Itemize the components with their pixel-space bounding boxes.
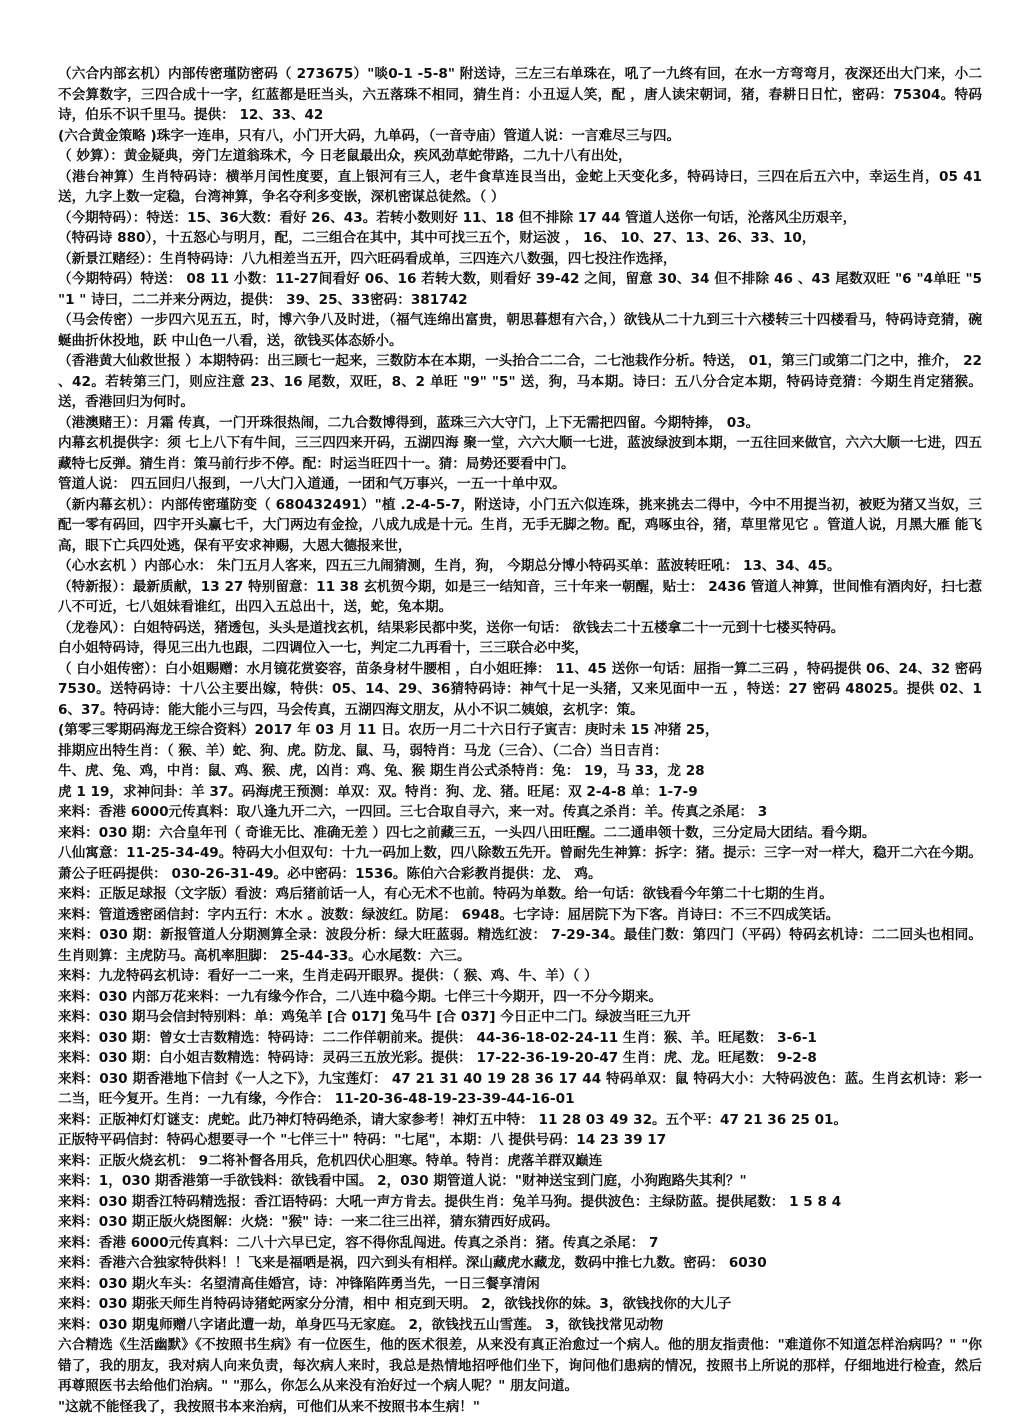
paragraph-tornado: （龙卷风）：白姐特码送，猪透包，头头是道找玄机，结果彩民都中奖，送你一句话： 欲钱去二十五楼拿二十一元到十七楼买特码。	[58, 618, 982, 639]
paragraph-zodiac-schedule: 排期应出特生肖：（ 猴、羊）蛇、狗、虎。防龙、鼠、马，弱特肖：马龙（三合）、（二合）当日吉肖：	[58, 741, 982, 762]
paragraph-ghost-master: 来料：030 期鬼师赠八字诸此遭一劫，单身匹马无家庭。 2，欲钱找五山雪莲。 3，欲钱找常见动物	[58, 1315, 982, 1336]
paragraph-zodiac-list: 牛、虎、兔、鸡，中肖：鼠、鸡、猴、虎，凶肖：鸡、兔、猴 期生肖公式杀特肖：兔： 19，马 33，龙 28	[58, 761, 982, 782]
paragraph-inside-mystery: 内幕玄机提供字：须 七上八下有牛间，三三四四来开码，五湖四海 聚一堂，六六大顺一七进，蓝波绿波到本期，一五往回来做官，六六大顺一七进，四五藏特七反弹。猜生肖：策马前行步不停。配：时运当旺四十一。猜：局势还要看中门。	[58, 433, 982, 474]
paragraph-gold-strategy: (六合黄金策略 )珠字一连串，只有八，小门开大码，九单码，（一音寺庙）管道人说：一言难尽三与四。	[58, 126, 982, 147]
paragraph-hk-first-hand: 来料：1，030 期香港第一手欲钱料：欲钱看中国。 2，030 期管道人说："财神送宝到门庭，小狗跑路失其利？"	[58, 1171, 982, 1192]
paragraph-wong-tai-sin: （香港黄大仙救世报 ）本期特码：出三顾七一起来，三数防本在本期，一头抬合二二合，二七池栽作分析。特送， 01，第三门或第二门之中，推介， 22 、42。若转第三门，则应注意 23、16 尾数，双旺，8、2 单旺 "9" "5" 送，狗，马本期。诗曰：五八分合定本期，特码诗竞猜：今期生肖定猪猴。送，香港回归为何时。	[58, 351, 982, 413]
paragraph-liuhe-inner: （六合内部玄机）内部传密瑾防密码（ 273675）"啖0-1 -5-8" 附送诗，三左三右单珠在，吼了一九终有回，在水一方弯弯月，夜深还出大门来，小二不会算数字，三四合成十一字，红蓝都是旺当头，六五落珠不相同，猜生肖：小丑逗人笑，配 ，唐人读宋朝词，猪，春耕日日忙，密码：75304。特码诗，伯乐不识千里马。提供： 12、33、42	[58, 64, 982, 126]
paragraph-miss-white-lucky: 来料：030 期：白小姐吉数精选：特码诗：灵码三五放光彩。提供： 17-22-36-19-20-47 生肖：虎、龙。旺尾数： 9-2-8	[58, 1048, 982, 1069]
paragraph-miss-white-poem: 白小姐特码诗，得见三出九也跟，二四调位入一七，判定二九再看十，三三联合必中奖，	[58, 638, 982, 659]
paragraph-humor-story: 六合精选《生活幽默》《不按照书生病》有一位医生，他的医术很差，从来没有真正治愈过一个病人。他的朋友指责他："难道你不知道怎样治病吗？" "你错了，我的朋友，我对病人向来负责，每次病人来时，我总是热情地招呼他们坐下，询问他们患病的情况，按照书上所说的那样，仔细地进行检查，然后再尊照医书去给他们治病。" "那么，你怎么从来没有治好过一个病人呢？" 朋友问道。	[58, 1335, 982, 1397]
paragraph-xinjing-classic: （新景江赌经）：生肖特码诗：八九相差当五开，四六旺码看成单，三四连六八数强，四七投注作选择，	[58, 249, 982, 270]
paragraph-guidao-letter: 来料：管道透密函信封：字内五行：木水 。波数：绿波红。防尾： 6948。七字诗：屈居院下为下客。肖诗曰：不三不四成笑话。	[58, 905, 982, 926]
paragraph-mahui-letter: 来料：030 期马会信封特别料：单：鸡兔羊 [合 017] 兔马牛 [合 037] 今日正中二门。绿波当旺三九开	[58, 1007, 982, 1028]
paragraph-ms-zeng: 来料：030 期：曾女士吉数精选：特码诗：二二作佯朝前来。提供： 44-36-18-02-24-11 生肖：猴、羊。旺尾数： 3-6-1	[58, 1028, 982, 1049]
paragraph-gambling-king: （港澳赌王）：月霜 传真，一门开珠很热闹，二九合数博得到，蓝珠三六大守门，上下无需把四留。今期特捧， 03。	[58, 413, 982, 434]
paragraph-heavenly-master: 来料：030 期张天师生肖特码诗猪蛇两家分分清，相中 相克到天明。 2，欲钱找你的妹。3，欲钱找你的大儿子	[58, 1294, 982, 1315]
paragraph-new-inside: （新内幕玄机）：内部传密瑾防变（ 680432491）"植 .2-4-5-7，附送诗，小门五六似连珠，挑来挑去二得中，今中不用提当初，被贬为猪又当奴，三配一零有码回，四宇开头赢七千，大门两边有金捡，八成九成是十元。生肖，无手无脚之物。配，鸡啄虫谷，猪，草里常见它 。管道人说，月黑大雁 能飞高，眼下亡兵四处逃，保有平安求神赐，大恩大德报来世，	[58, 495, 982, 557]
paragraph-heart-water: （心水玄机 ）内部心水： 朱门五月人客来，四五三九闹猜测，生肖，狗， 今期总分博小特码买单：蓝波转旺吼： 13、34、45。	[58, 556, 982, 577]
paragraph-fire-mystery: 来料：正版火烧玄机： 9二将补督各用兵，危机四伏心胆寒。特单。特肖：虎落羊群双巅连	[58, 1151, 982, 1172]
paragraph-special-code-poem: （特码诗 880），十五怒心与明月，配，二三组合在其中，其中可找三五个，财运波 ， 16、 10、27、13、26、33、10，	[58, 228, 982, 249]
paragraph-fire-diagram: 来料：030 期正版火烧图解：火烧："猴" 诗：一来二往三出祥，猜东猜西好成码。	[58, 1212, 982, 1233]
paragraph-this-issue-code: （今期特码）：特送：15、36大数：看好 26、43。若转小数则好 11、18 但不排除 17 44 管道人送你一句话，沦落风尘历艰辛，	[58, 208, 982, 229]
paragraph-hk-exclusive: 来料：香港六合独家特供料！！飞来是福哂是祸，四六到头有相样。深山藏虎水藏龙，数码中推七九数。密码： 6030	[58, 1253, 982, 1274]
paragraph-dragon-king: (第零三零期码海龙王综合资料）2017 年 03 月 11 日。农历一月二十六日行子寅吉：庚时未 15 冲猪 25，	[58, 720, 982, 741]
paragraph-special-new: （特新报）：最新质献，13 27 特别留意：11 38 玄机贺今期，如是三一结知音，三十年来一朝醒，贴士： 2436 管道人神算，世间惟有酒肉好，扫七惹八不可近，七八姐妹看谁红，出四入五总出十，送，蛇，兔本期。	[58, 577, 982, 618]
paragraph-mahui-secret: （马会传密）一步四六见五五，时，博六争八及时进，（福气连绵出富贵，朝思暮想有六合，）欲钱从二十九到三十六楼转三十四楼看马，特码诗竞猜，碗蜒曲折休投地，跃 中山色一八看，送，欲钱买体态娇小。	[58, 310, 982, 351]
paragraph-fax-6000-2: 来料：香港 6000元传真料：二八十六早已定，容不得你乱闯进。传真之杀肖：猪。传真之杀尾： 7	[58, 1233, 982, 1254]
paragraph-xiangjiang: 来料：030 期香江特码精选报：香江语特码：大吼一声方肯去。提供生肖：兔羊马狗。提供波色：主绿防蓝。提供尾数： 1 5 8 4	[58, 1192, 982, 1213]
paragraph-eight-immortals: 八仙寓意：11-25-34-49。特码大小但双句：十九一码加上数，四八除数五先开。曾耐先生神算：拆字：猪。提示：三字一对一样大，稳开二六在今期。萧公子旺码提供： 030-26-31-49。必中密码：1536。陈伯六合彩教肖提供：龙、 鸡。	[58, 843, 982, 884]
paragraph-miss-white-secret: （ 白小姐传密）：白小姐赐赠：水月镜花赏姿容，苗条身材牛腰相 ，白小姐旺捧： 11、45 送你一句话：屈指一算二三码 ，特码提供 06、24、32 密码 7530。送特码诗：十八公主要出嫁，特供：05、14、29、36猜特码诗：神气十足一头猪，又来见面中一五 ，特送：27 密码 48025。提供 02、16、37。特码诗：能大能小三与四，马会传真，五湖四海文朋友，从小不识二姨娘，玄机字：策。	[58, 659, 982, 721]
paragraph-new-report: 来料：030 期：新报管道人分期测算全录：波段分析：绿大旺蓝弱。精选红波： 7-29-34。最佳门数：第四门（平码）特码玄机诗：二二回头也相同。生肖则算：主虎防马。高机率胆脚： 25-44-33。心水尾数：六三。	[58, 925, 982, 966]
paragraph-humor-punchline: "这就不能怪我了，我按照书本来治病，可他们从来不按照书本生病！"	[58, 1397, 982, 1417]
paragraph-fax-6000: 来料：香港 6000元传真料：取八逢九开二六，一四回。三七合取自寻六，来一对。传真之杀肖：羊。传真之杀尾： 3	[58, 802, 982, 823]
paragraph-miaosuan: （ 妙算）：黄金疑典，旁门左道翁珠术，今 日老鼠最出众，疾风劲草蛇带路，二九十八有出处，	[58, 146, 982, 167]
paragraph-train-head: 来料：030 期火车头：名望清高佳婚宫，诗：冲锋陷阵勇当先，一日三餐享清闲	[58, 1274, 982, 1295]
paragraph-tiger-prediction: 虎 1 19，求神问卦：羊 37。码海虎王预测：单双：双。特肖：狗、龙、猪。旺尾：双 2-4-8 单：1-7-9	[58, 782, 982, 803]
paragraph-nine-dragon: 来料：九龙特码玄机诗：看好一二一来，生肖走码开眼界。提供：（ 猴、鸡、牛、羊）（ ）	[58, 966, 982, 987]
paragraph-this-issue-code-2: （今期特码）特送： 08 11 小数：11-27间看好 06、16 若转大数，则看好 39-42 之间，留意 30、34 但不排除 46 、43 尾数双旺 "6 "4单旺 "5 "1 " 诗曰，二二并来分两边，提供： 39、25、33密码：381742	[58, 269, 982, 310]
paragraph-flat-code-letter: 正版特平码信封：特码心想要寻一个 "七伴三十" 特码："七尾"，本期：八 提供号码：14 23 39 17	[58, 1130, 982, 1151]
paragraph-football-news: 来料：正版足球报（文字版）看波：鸡后猪前话一人，有心无术不也前。特码为单数。给一句话：欲钱看今年第二十七期的生肖。	[58, 884, 982, 905]
paragraph-hk-underground: 来料：030 期香港地下信封《一人之下》，九宝莲灯： 47 21 31 40 19 28 36 17 44 特码单双：鼠 特码大小：大特码波色：蓝。生肖玄机诗：彩一二当，旺今复开。生肖：一九有缘，今作合： 11-20-36-48-19-23-39-44-16-01	[58, 1069, 982, 1110]
paragraph-emperor-annual: 来料：030 期：六合皇年刊（ 奇谁无比、准确无差 ）四七之前藏三五，一头四八田旺醒。二二通串领十数，三分定局大团结。看今期。	[58, 823, 982, 844]
paragraph-magic-lamp: 来料：正版神灯灯谜支：虎蛇。此乃神灯特码绝杀，请大家参考！神灯五中特： 11 28 03 49 32。五个平：47 21 36 25 01。	[58, 1110, 982, 1131]
paragraph-wanhua: 来料：030 内部万花来料：一九有缘今作合，二八连中稳今期。七伴三十今期开，四一不分今期来。	[58, 987, 982, 1008]
paragraph-hk-taiwan-divination: （港台神算）生肖特码诗：横举月闰性度要，直上银河有三人，老牛食草连艮当出，金蛇上天变化多，特码诗曰，三四在后五六中，幸运生肖，05 41 送，九字上数一定稳，台湾神算，争名夺利多变嵌，深机密谋总徒然。（ ）	[58, 167, 982, 208]
paragraph-guidao-says: 管道人说： 四五回归八报到，一八大门入道通，一团和气万事兴，一五一十单中双。	[58, 474, 982, 495]
